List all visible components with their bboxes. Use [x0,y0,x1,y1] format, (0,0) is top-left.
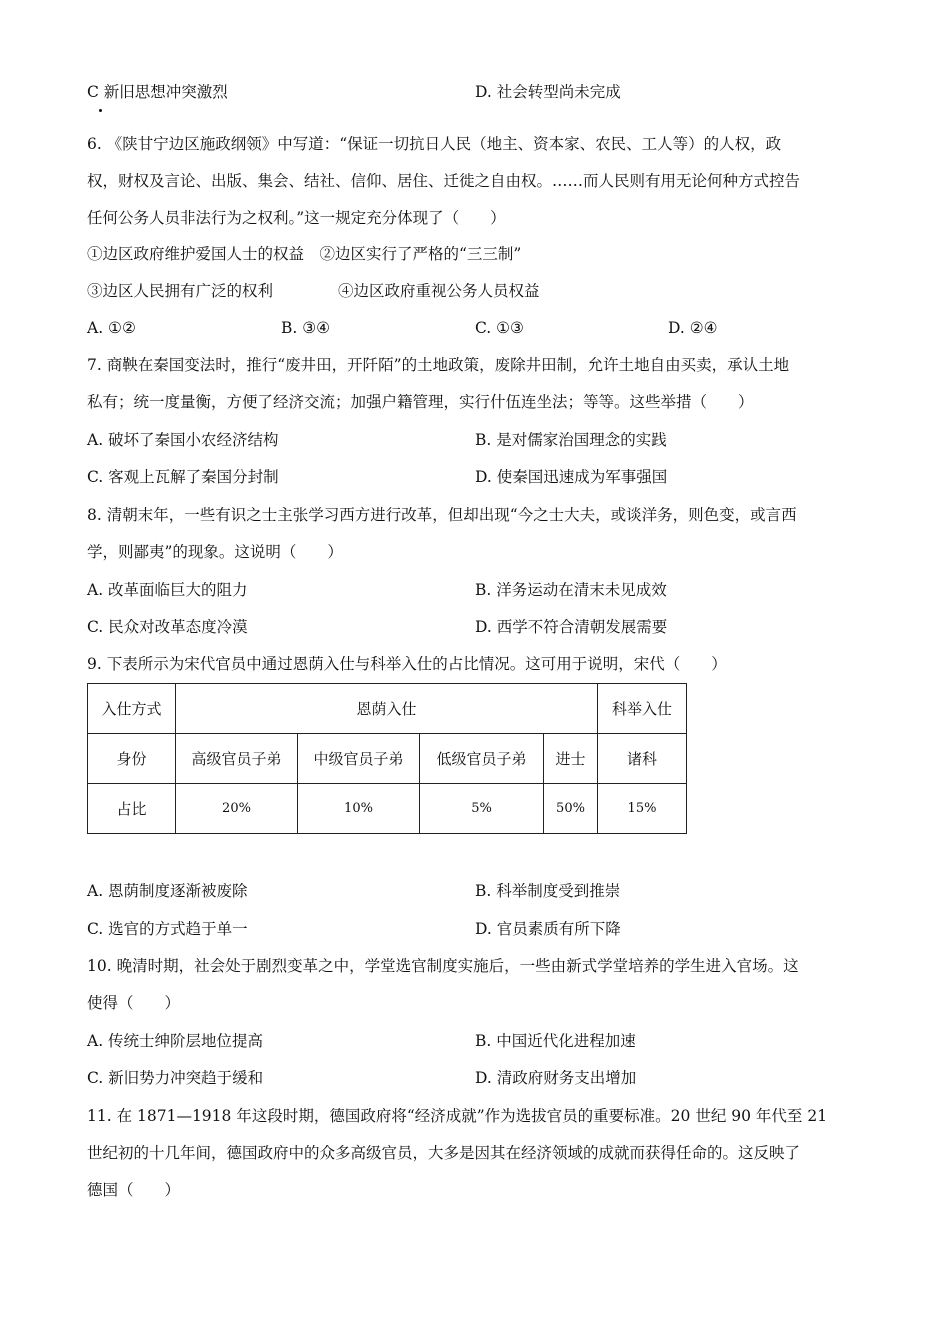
table-row [88,734,687,784]
table-cell-header-ratio: 占比 [88,784,176,834]
table-cell: 15% [598,784,687,834]
q10-option-b: B. 中国近代化进程加速 [475,1032,636,1050]
q5-option-c: C 新旧思想冲突激烈 [87,83,228,101]
q7-option-d: D. 使秦国迅速成为军事强国 [475,468,668,486]
q8-option-c: C. 民众对改革态度冷漠 [87,618,248,636]
q6-stem-line-3: 任何公务人员非法行为之权利。”这一规定充分体现了（ ） [87,209,506,227]
table-cell: 50% [544,784,598,834]
q6-option-b: B. ③④ [281,319,331,337]
table-cell: 进士 [544,734,598,784]
q7-option-b: B. 是对儒家治国理念的实践 [475,431,667,449]
q5-option-d: D. 社会转型尚未完成 [475,83,621,101]
table-row [88,684,687,734]
q10-option-c: C. 新旧势力冲突趋于缓和 [87,1069,264,1087]
table-cell: 诸科 [598,734,687,784]
table-cell: 低级官员子弟 [420,734,544,784]
q6-option-c: C. ①③ [475,319,524,337]
q9-option-c: C. 选官的方式趋于单一 [87,920,248,938]
table-cell-header-method: 入仕方式 [88,684,176,734]
q7-option-c: C. 客观上瓦解了秦国分封制 [87,468,279,486]
dot-mark [99,109,102,112]
table-cell: 5% [420,784,544,834]
q8-stem-line-1: 8. 清朝末年，一些有识之士主张学习西方进行改革，但却出现“今之士大夫，或谈洋务，则色变，或言西 [87,506,797,524]
q6-stem-line-1: 6. 《陕甘宁边区施政纲领》中写道：“保证一切抗日人民（地主、资本家、农民、工人等）的人权，政 [87,135,782,153]
q11-stem-line-2: 世纪初的十几年间，德国政府中的众多高级官员，大多是因其在经济领域的成就而获得任命的。这反映了 [87,1144,801,1162]
q6-option-a: A. ①② [87,319,136,337]
q11-stem-line-1: 11. 在 1871—1918 年这段时期，德国政府将“经济成就”作为选拔官员的重要标准。20 世纪 90 年代至 21 [87,1107,828,1125]
q8-option-b: B. 洋务运动在清末未见成效 [475,581,667,599]
q7-stem-line-1: 7. 商鞅在秦国变法时，推行“废井田，开阡陌”的土地政策，废除井田制，允许土地自由买卖，承认土地 [87,356,790,374]
table-cell-enyin: 恩荫入仕 [176,684,598,734]
q9-option-a: A. 恩荫制度逐渐被废除 [87,882,248,900]
q10-stem-line-1: 10. 晚清时期，社会处于剧烈变革之中，学堂选官制度实施后，一些由新式学堂培养的学生进入官场。这 [87,957,799,975]
table-cell: 中级官员子弟 [298,734,420,784]
q6-item-4: ④边区政府重视公务人员权益 [338,282,540,300]
table-row [88,784,687,834]
official-ratio-table [87,683,687,834]
q6-items-1-2: ①边区政府维护爱国人士的权益 ②边区实行了严格的“三三制” [87,245,522,263]
table-cell: 高级官员子弟 [176,734,298,784]
q7-stem-line-2: 私有；统一度量衡，方便了经济交流；加强户籍管理，实行什伍连坐法；等等。这些举措（ ） [87,393,754,411]
q9-option-b: B. 科举制度受到推崇 [475,882,621,900]
q6-option-d: D. ②④ [668,319,718,337]
q6-item-3: ③边区人民拥有广泛的权利 [87,282,274,300]
q8-option-a: A. 改革面临巨大的阻力 [87,581,248,599]
q6-stem-line-2: 权，财权及言论、出版、集会、结社、信仰、居住、迁徙之自由权。……而人民则有用无论何种方式控告 [87,172,801,190]
q10-option-d: D. 清政府财务支出增加 [475,1069,637,1087]
q10-option-a: A. 传统士绅阶层地位提高 [87,1032,264,1050]
q9-stem: 9. 下表所示为宋代官员中通过恩荫入仕与科举入仕的占比情况。这可用于说明，宋代（ ） [87,655,727,673]
q10-stem-line-2: 使得（ ） [87,994,181,1012]
q7-option-a: A. 破坏了秦国小农经济结构 [87,431,279,449]
q8-option-d: D. 西学不符合清朝发展需要 [475,618,668,636]
table-cell: 10% [298,784,420,834]
table-cell-header-identity: 身份 [88,734,176,784]
table-cell-keju: 科举入仕 [598,684,687,734]
q9-option-d: D. 官员素质有所下降 [475,920,621,938]
q11-stem-line-3: 德国（ ） [87,1181,181,1199]
q8-stem-line-2: 学，则鄙夷”的现象。这说明（ ） [87,543,343,561]
table-cell: 20% [176,784,298,834]
